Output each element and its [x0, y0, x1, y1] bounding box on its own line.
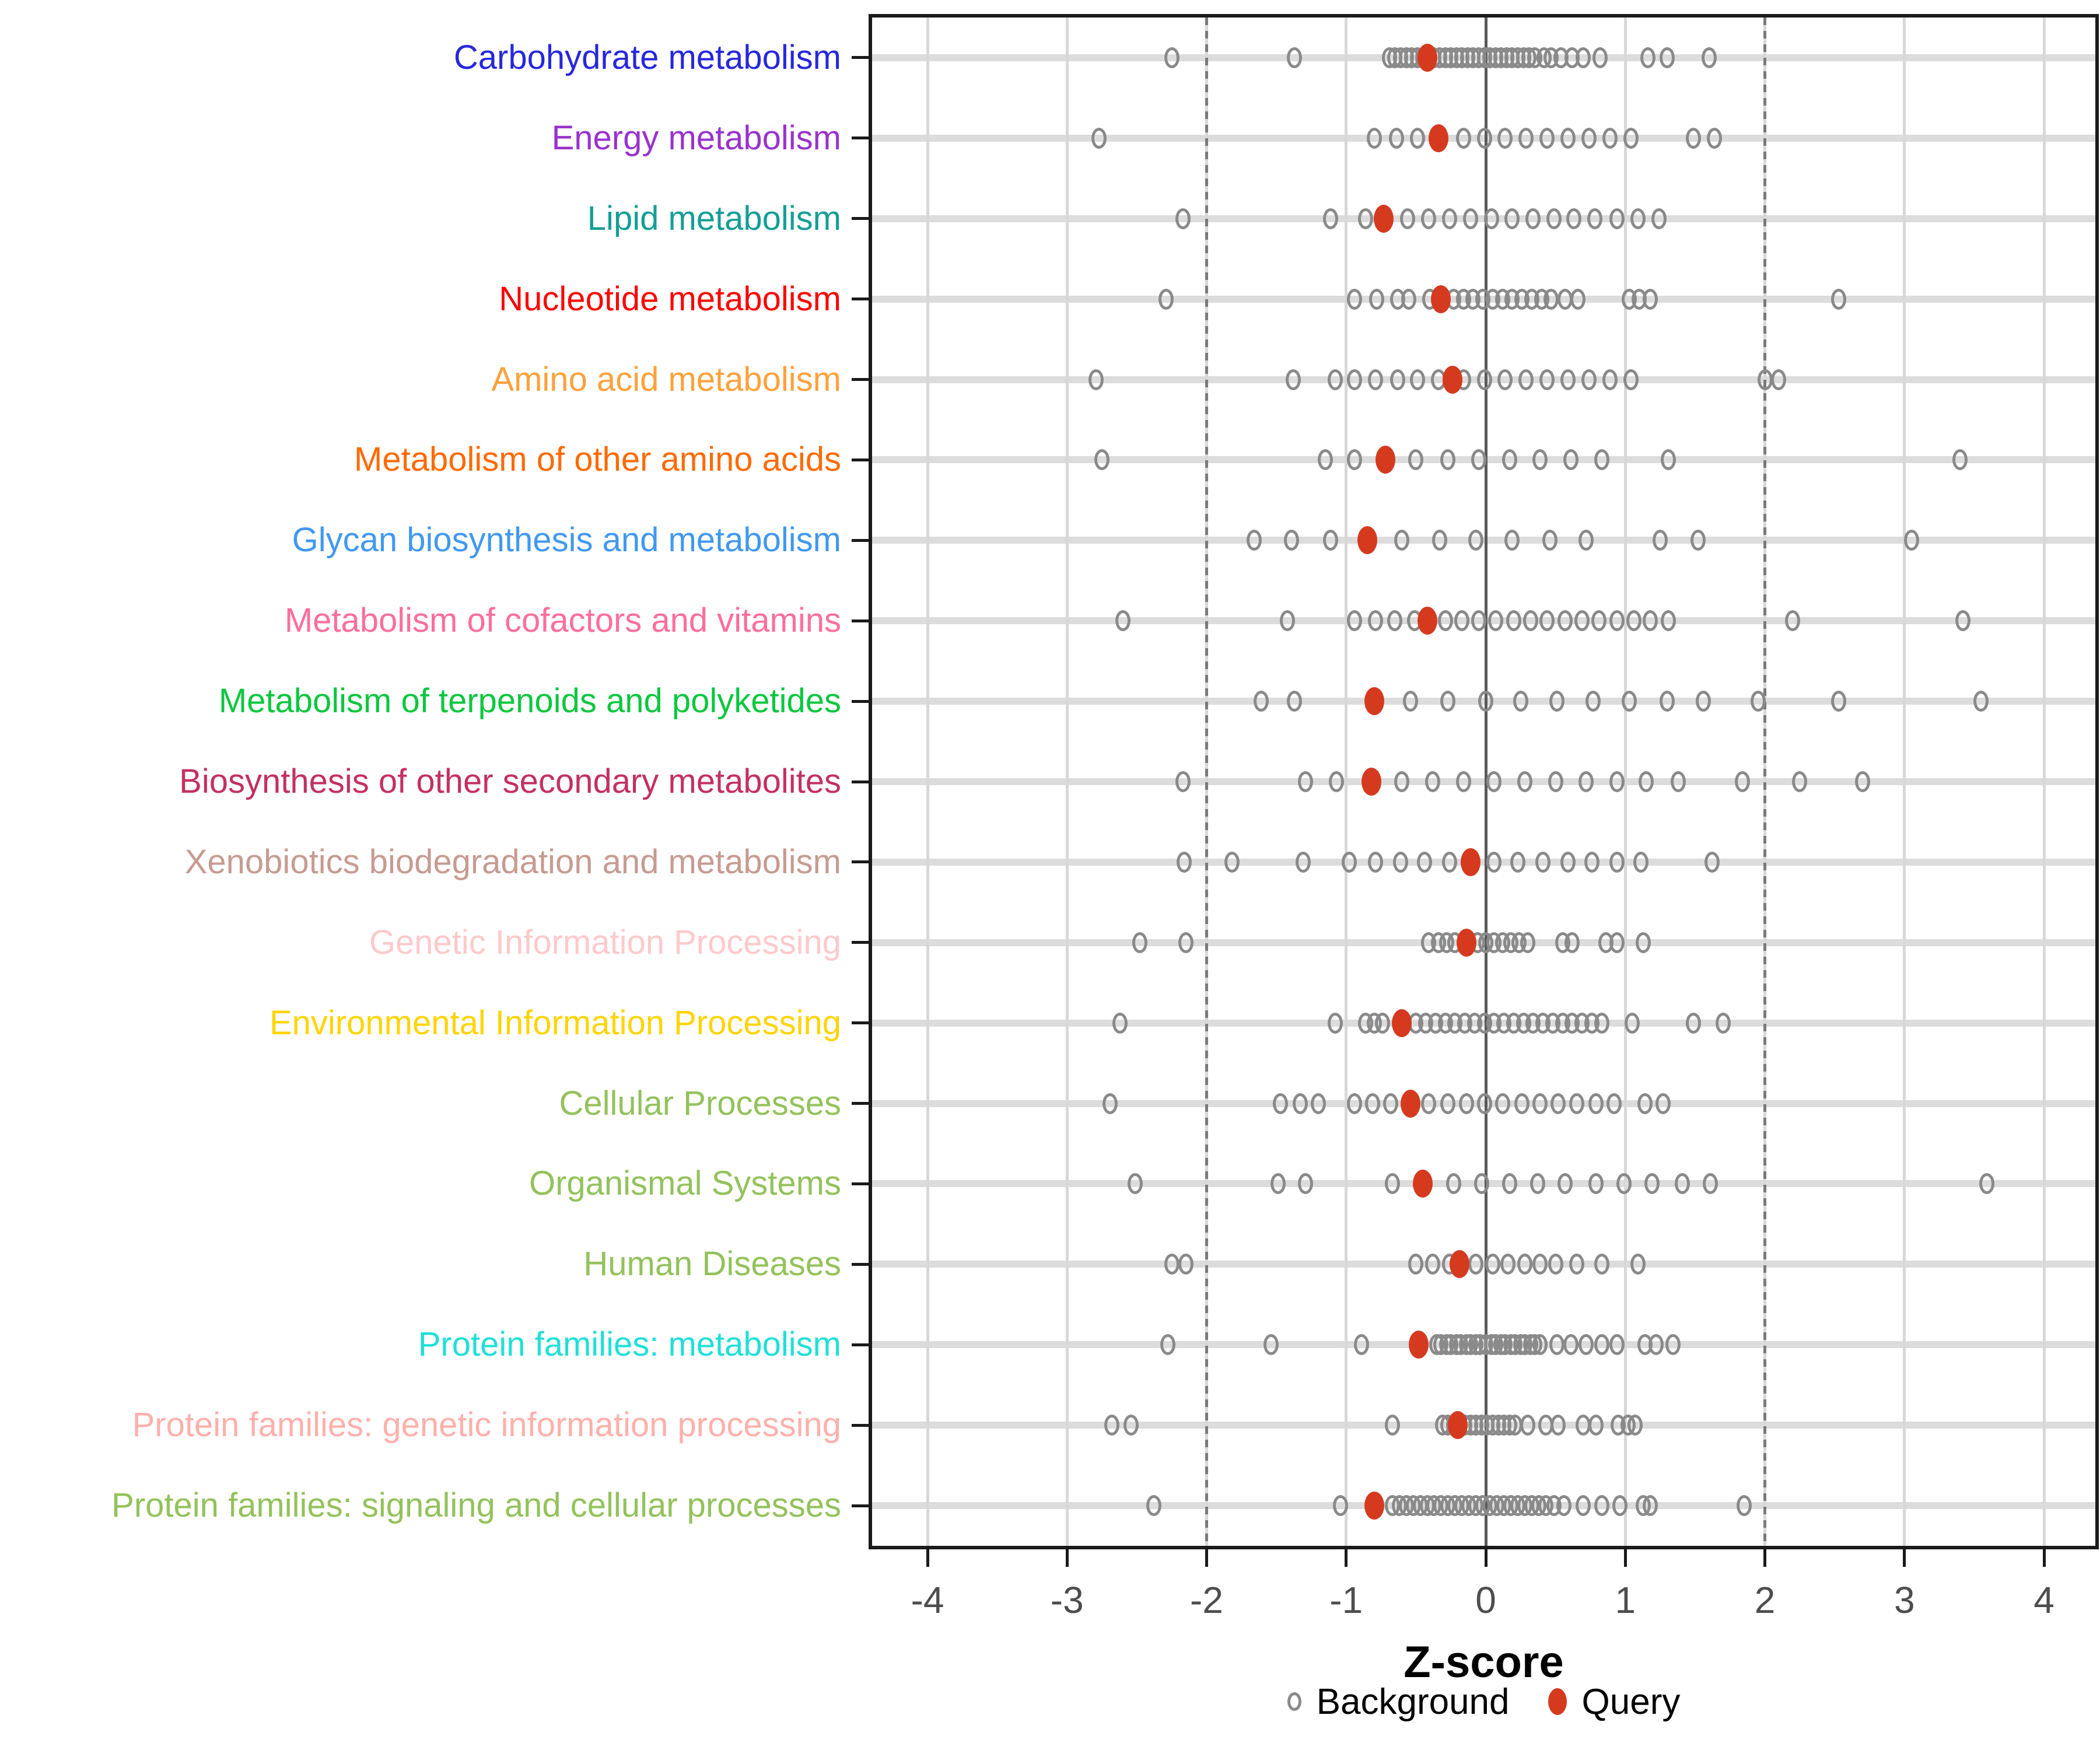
category-label: Carbohydrate metabolism [453, 38, 841, 76]
x-tick-label: -1 [1329, 1579, 1363, 1621]
category-label: Protein families: genetic information processing [132, 1406, 841, 1444]
category-label: Organismal Systems [528, 1164, 841, 1203]
category-label: Glycan biosynthesis and metabolism [292, 521, 841, 559]
x-tick-label: 2 [1754, 1579, 1776, 1621]
category-label: Lipid metabolism [587, 199, 841, 237]
category-label: Human Diseases [583, 1245, 841, 1283]
x-tick-label: -3 [1050, 1579, 1084, 1621]
category-label: Xenobiotics biodegradation and metabolism [184, 842, 841, 881]
query-legend-label: Query [1581, 1681, 1681, 1722]
category-label: Environmental Information Processing [269, 1003, 841, 1042]
category-label: Metabolism of terpenoids and polyketides [218, 682, 841, 720]
x-tick-label: -4 [911, 1579, 944, 1621]
category-label: Amino acid metabolism [491, 360, 841, 398]
x-tick-label: 4 [2034, 1579, 2054, 1621]
category-label: Protein families: metabolism [418, 1325, 841, 1364]
x-tick-label: 3 [1894, 1579, 1915, 1621]
x-tick-label: 0 [1475, 1579, 1496, 1621]
query-legend-marker-icon [1548, 1688, 1567, 1715]
category-label: Cellular Processes [559, 1084, 841, 1122]
category-label: Energy metabolism [551, 118, 841, 157]
background-legend-marker-icon [1287, 1692, 1301, 1711]
category-label: Nucleotide metabolism [499, 279, 841, 318]
category-label: Protein families: signaling and cellular processes [111, 1486, 841, 1525]
background-legend-label: Background [1316, 1681, 1510, 1722]
legend [872, 1675, 2095, 1728]
category-label: Biosynthesis of other secondary metabolites [179, 762, 841, 800]
x-axis-title: Z-score [1404, 1637, 1564, 1687]
x-tick-label: -2 [1190, 1579, 1223, 1621]
category-label: Genetic Information Processing [369, 923, 841, 961]
category-label: Metabolism of other amino acids [354, 440, 841, 479]
category-label: Metabolism of cofactors and vitamins [284, 601, 841, 640]
x-tick-label: 1 [1615, 1579, 1636, 1621]
